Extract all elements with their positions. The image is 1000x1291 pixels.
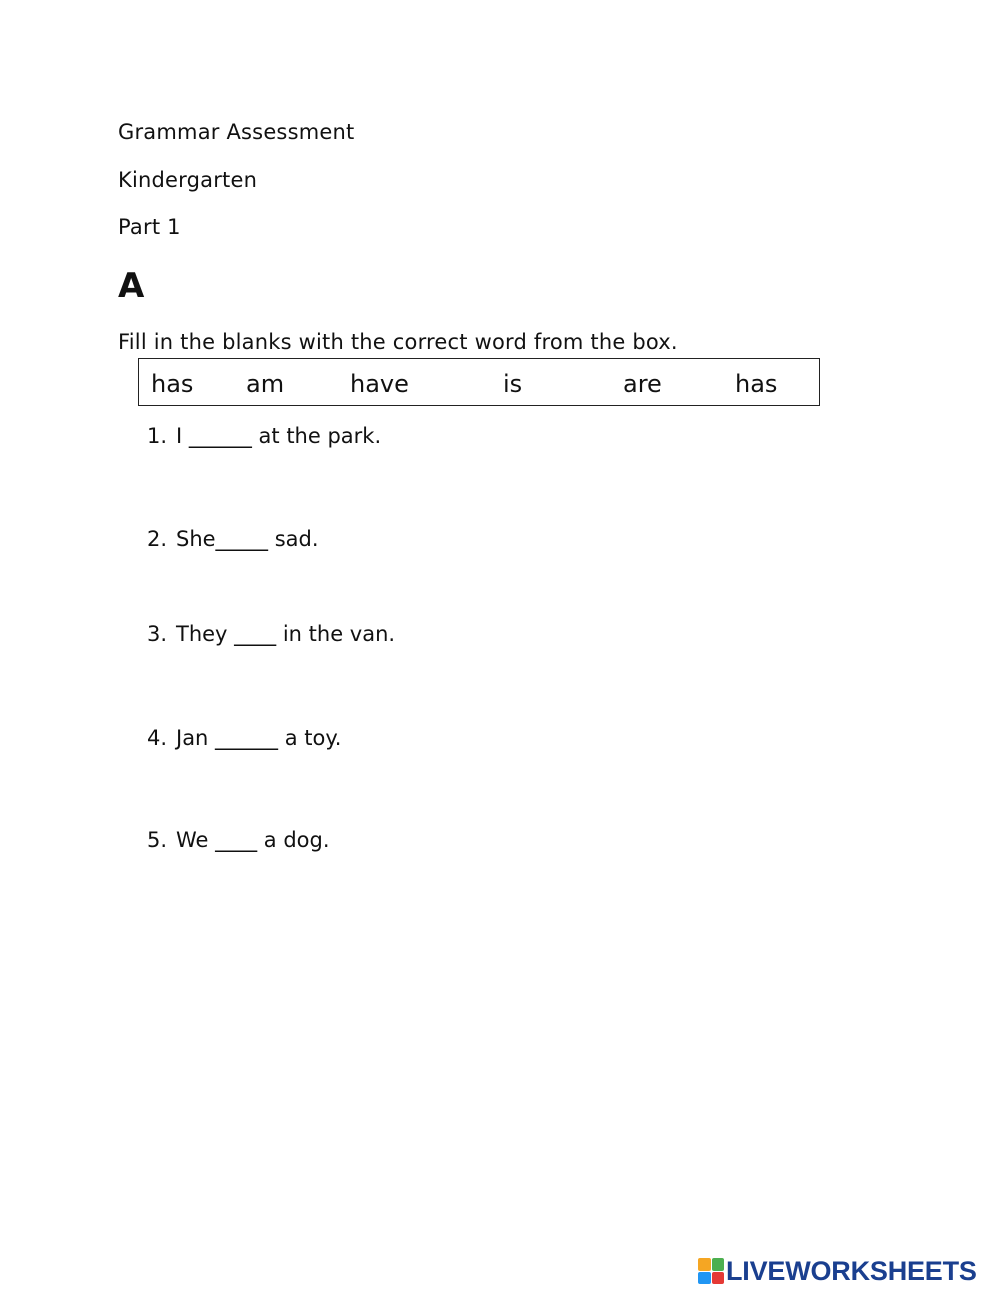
word-bank-word: is xyxy=(503,370,523,398)
question-number: 2. xyxy=(147,527,168,551)
question-item xyxy=(147,828,330,852)
question-text[interactable]: She_____ sad. xyxy=(176,527,319,551)
word-bank-word: am xyxy=(246,370,285,398)
logo-square xyxy=(712,1258,725,1271)
grade-label: Kindergarten xyxy=(118,168,258,192)
liveworksheets-brand xyxy=(698,1256,977,1286)
question-text[interactable]: They ____ in the van. xyxy=(176,622,396,646)
section-letter: A xyxy=(118,266,145,306)
worksheet-title: Grammar Assessment xyxy=(118,120,355,144)
question-number: 4. xyxy=(147,726,168,750)
liveworksheets-logo-icon xyxy=(698,1258,724,1284)
part-label: Part 1 xyxy=(118,215,181,239)
word-bank-word: has xyxy=(735,370,778,398)
question-number: 5. xyxy=(147,828,168,852)
word-bank-word: are xyxy=(623,370,662,398)
word-bank-word: has xyxy=(151,370,194,398)
logo-square xyxy=(698,1258,711,1271)
question-text[interactable]: I ______ at the park. xyxy=(176,424,382,448)
word-bank-box xyxy=(138,358,820,406)
question-item xyxy=(147,622,395,646)
question-text[interactable]: Jan ______ a toy. xyxy=(176,726,342,750)
instruction-text: Fill in the blanks with the correct word from the box. xyxy=(118,330,678,354)
question-number: 3. xyxy=(147,622,168,646)
logo-square xyxy=(698,1272,711,1285)
question-text[interactable]: We ____ a dog. xyxy=(176,828,330,852)
question-item xyxy=(147,726,341,750)
question-number: 1. xyxy=(147,424,168,448)
question-item xyxy=(147,527,319,551)
question-item xyxy=(147,424,381,448)
word-bank-word: have xyxy=(350,370,409,398)
brand-name: LIVEWORKSHEETS xyxy=(726,1255,977,1286)
logo-square xyxy=(712,1272,725,1285)
